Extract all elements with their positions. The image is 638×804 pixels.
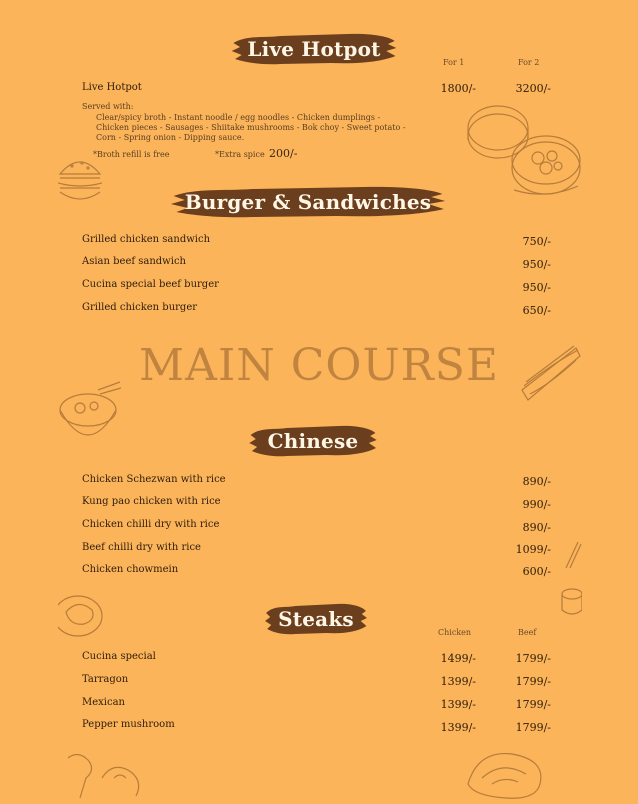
heading-live-hotpot-text: Live Hotpot: [247, 37, 381, 61]
steak-plate-illustration: [58, 586, 108, 642]
heading-burger-sandwiches-text: Burger & Sandwiches: [184, 190, 432, 214]
hotpot-price-for2: 3200/-: [515, 82, 551, 95]
heading-steaks-text: Steaks: [278, 607, 354, 631]
pot-illustration: [560, 586, 582, 618]
served-with-label: Served with:: [82, 102, 134, 111]
col-for1: For 1: [443, 58, 465, 67]
col-for2: For 2: [518, 58, 540, 67]
col-chicken: Chicken: [438, 628, 472, 637]
menu-item-price: 1099/-: [515, 543, 551, 556]
steak-price-beef: 1799/-: [515, 721, 551, 734]
menu-item: Beef chilli dry with rice: [82, 542, 201, 553]
served-line-2: Chicken pieces - Sausages - Shiitake mushrooms - Bok choy - Sweet potato -: [96, 123, 406, 132]
col-beef: Beef: [518, 628, 537, 637]
menu-item-price: 950/-: [522, 281, 551, 294]
steak-cut-illustration: [462, 744, 546, 800]
menu-item: Cucina special: [82, 651, 156, 662]
heading-chinese-text: Chinese: [267, 429, 359, 453]
menu-item: Mexican: [82, 697, 125, 708]
steak-price-beef: 1799/-: [515, 698, 551, 711]
burger-illustration: [58, 152, 102, 216]
hotpot-item-name: Live Hotpot: [82, 82, 142, 93]
menu-item-price: 990/-: [522, 498, 551, 511]
steak-price-chicken: 1399/-: [440, 698, 476, 711]
steak-price-beef: 1799/-: [515, 675, 551, 688]
menu-item: Chicken chowmein: [82, 564, 179, 575]
menu-item: Cucina special beef burger: [82, 279, 219, 290]
menu-item: Pepper mushroom: [82, 719, 175, 730]
menu-item-price: 600/-: [522, 565, 551, 578]
menu-item: Kung pao chicken with rice: [82, 496, 221, 507]
sandwich-illustration: [516, 340, 582, 406]
bowl-illustration: [58, 380, 122, 458]
menu-item: Grilled chicken burger: [82, 302, 198, 313]
broth-refill-note: *Broth refill is free: [93, 150, 170, 159]
heading-chinese: [248, 421, 378, 461]
served-line-3: Corn - Spring onion - Dipping sauce.: [96, 133, 245, 142]
steak-price-chicken: 1499/-: [440, 652, 476, 665]
hotpot-price-for1: 1800/-: [440, 82, 476, 95]
steak-price-beef: 1799/-: [515, 652, 551, 665]
heading-burger-sandwiches: [168, 182, 448, 222]
heading-steaks: [264, 599, 368, 639]
meat-illustration: [62, 748, 152, 800]
steak-price-chicken: 1399/-: [440, 675, 476, 688]
menu-item: Chicken chilli dry with rice: [82, 519, 220, 530]
main-course-title: MAIN COURSE: [139, 340, 499, 391]
menu-item: Chicken Schezwan with rice: [82, 474, 226, 485]
menu-item: Asian beef sandwich: [82, 256, 186, 267]
chopsticks-illustration: [564, 540, 582, 570]
extra-spice-price: 200/-: [269, 147, 298, 160]
extra-spice-note: *Extra spice: [215, 150, 265, 159]
steak-price-chicken: 1399/-: [440, 721, 476, 734]
menu-item-price: 890/-: [522, 521, 551, 534]
menu-item-price: 650/-: [522, 304, 551, 317]
menu-item-price: 750/-: [522, 235, 551, 248]
menu-item: Grilled chicken sandwich: [82, 234, 211, 245]
menu-item-price: 950/-: [522, 258, 551, 271]
served-line-1: Clear/spicy broth - Instant noodle / egg noodles - Chicken dumplings -: [96, 113, 381, 122]
hotpot-steamer-illustration: [458, 98, 582, 206]
menu-item-price: 890/-: [522, 475, 551, 488]
menu-item: Tarragon: [82, 674, 129, 685]
heading-live-hotpot: [230, 29, 398, 69]
